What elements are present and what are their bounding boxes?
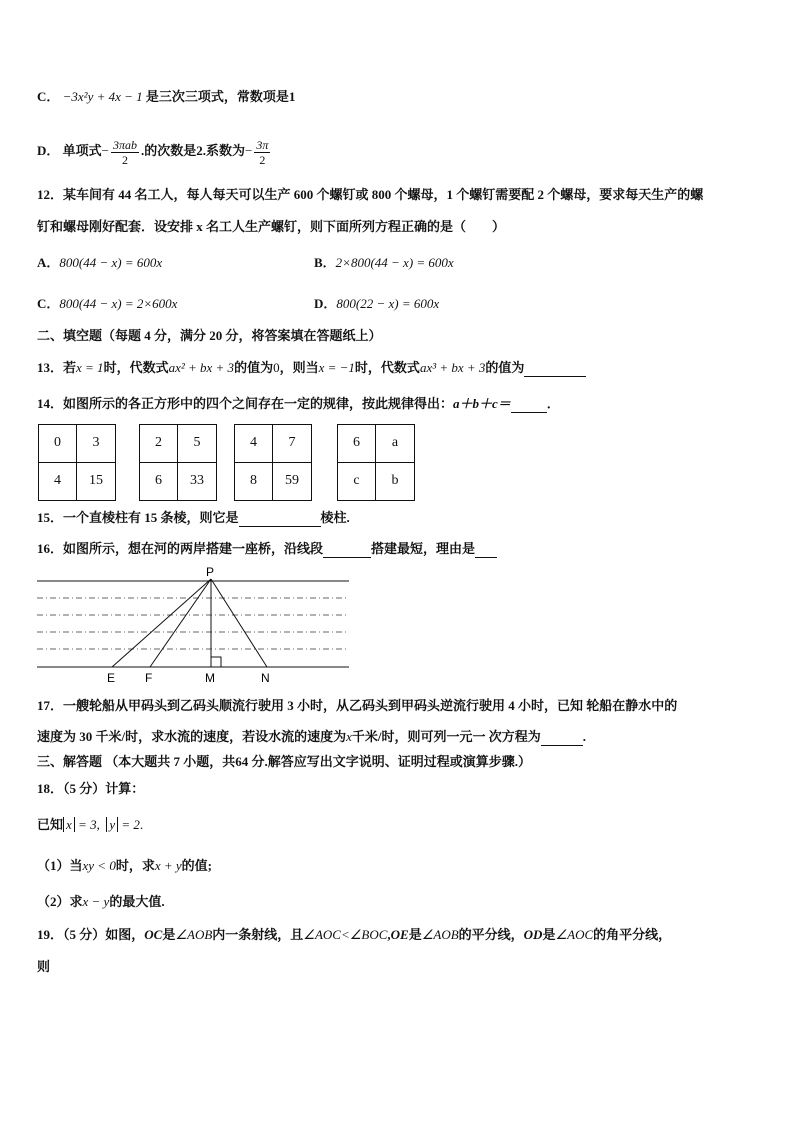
q11-option-c	[37, 88, 295, 106]
river-bridge-diagram	[37, 566, 353, 684]
point-n-label: N	[261, 671, 270, 684]
q18-head: 18．（5 分）计算：	[37, 781, 145, 796]
option-text: 是三次三项式，常数项是1	[145, 89, 296, 104]
option-label: D．	[37, 143, 60, 158]
segment-pf	[150, 579, 211, 667]
q18-part1: （1）当xy < 0时，求x + y的值;	[37, 858, 212, 873]
section-fill-in-header: 二、填空题（每题 4 分，满分 20 分，将答案填在答题纸上）	[37, 328, 382, 343]
q19-line2: 则	[37, 959, 51, 974]
option-text: 单项式	[62, 143, 102, 158]
section-answer-header: 三、解答题 （本大题共 7 小题，共64 分.解答应写出文字说明、证明过程或演算步骤.）	[37, 754, 532, 769]
point-e-label: E	[107, 671, 116, 684]
q13: 13．若x = 1时，代数式ax² + bx + 3的值为0，则当x = −1时，代数式ax³ + bx + 3的值为	[37, 359, 586, 377]
q18-part2: （2）求x − y的最大值.	[37, 894, 165, 909]
point-m-label: M	[205, 671, 215, 684]
polynomial-expr: −3x²y + 4x − 1	[62, 89, 143, 104]
point-p-label: P	[206, 566, 215, 579]
q17-line2: 速度为 30 千米/时，求水流的速度，若设水流的速度为x千米/时，则可列一元一 次方程为 .	[37, 729, 587, 744]
q12-stem-line1: 12．某车间有 44 名工人，每人每天可以生产 600 个螺钉或 800 个螺母，1 个螺钉需要配 2 个螺母，要求每天生产的螺	[37, 187, 704, 202]
q19-line1: 19．（5 分）如图，OC是∠AOB内一条射线，且∠AOC<∠BOC,OE是∠AOB的平分线，OD是∠AOC的角平分线，	[37, 927, 672, 942]
number-square-2: 2 5 6 33	[139, 424, 217, 501]
q17-line1: 17．一艘轮船从甲码头到乙码头顺流行驶用 3 小时，从乙码头到甲码头逆流行驶用 4 小时，已知 轮船在静水中的	[37, 698, 678, 713]
q14-stem: 14．如图所示的各正方形中的四个之间存在一定的规律，按此规律得出：a＋b＋c＝ ．	[37, 396, 560, 411]
coefficient-fraction: $\frac{3\pi}{2}$	[256, 137, 269, 167]
segment-pn	[211, 579, 267, 667]
answer-blank	[323, 544, 371, 558]
number-square-1: 0 3 4 15	[38, 424, 116, 501]
q12-option-c: C．800(44 − x) = 2×600x	[37, 296, 178, 311]
option-label: C．	[37, 89, 60, 104]
answer-blank	[541, 732, 583, 746]
q18-given: 已知 x = 3, y = 2.	[37, 817, 144, 832]
monomial-fraction: $\frac{\text{3πab}}{2}$	[113, 137, 138, 167]
segment-pe	[112, 579, 211, 667]
answer-blank	[239, 513, 321, 527]
q12-stem-line2: 钉和螺母刚好配套．设安排 x 名工人生产螺钉，则下面所列方程正确的是（ ）	[37, 219, 506, 234]
point-f-label: F	[145, 671, 153, 684]
answer-blank	[511, 399, 547, 413]
number-square-3: 4 7 8 59	[234, 424, 312, 501]
sum-expression: a＋b＋c＝	[453, 396, 511, 411]
answer-blank	[475, 544, 497, 558]
number-square-4: 6 a c b	[337, 424, 415, 501]
q12-option-b: B．2×800(44 − x) = 600x	[314, 255, 454, 270]
q11-option-d: D． 单项式− $\frac{\text{3πab}}{2}$ .的次数是2.系数为− $\frac{3\pi}{2}$	[37, 137, 269, 167]
option-text-mid: .的次数是2.系数为	[141, 143, 246, 158]
q12-option-d: D．800(22 − x) = 600x	[314, 296, 440, 311]
answer-blank	[524, 363, 586, 377]
q16: 16．如图所示，想在河的两岸搭建一座桥，沿线段 搭建最短，理由是	[37, 540, 497, 558]
q12-option-a: A．800(44 − x) = 600x	[37, 255, 163, 270]
right-angle-mark	[211, 657, 221, 667]
q15: 15．一个直棱柱有 15 条棱，则它是 棱柱.	[37, 510, 350, 525]
